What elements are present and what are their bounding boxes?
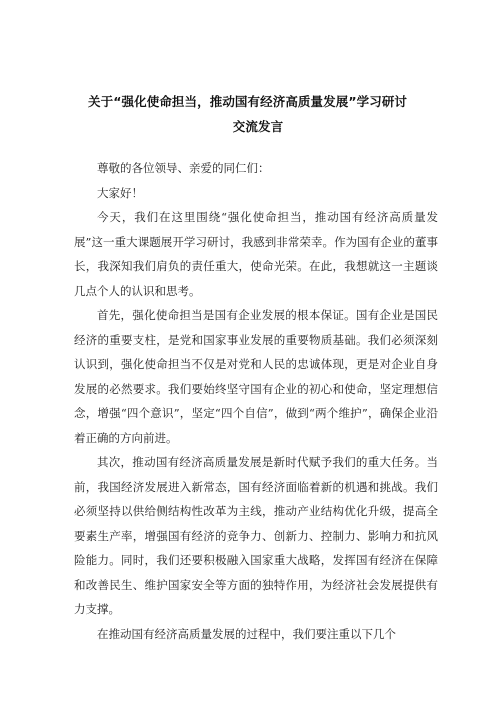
paragraph-intro: 今天，我们在这里围绕“强化使命担当，推动国有经济高质量发展”这一重大课题展开学习研讨，我感到非常荣幸。作为国有企业的董事长，我深知我们肩负的责任重大，使命光荣。在此，我想就这一主题谈几点个人的认识和思考。 bbox=[74, 210, 438, 298]
document-body bbox=[74, 156, 438, 646]
paragraph-first-point: 首先，强化使命担当是国有企业发展的根本保证。国有企业是国民经济的重要支柱，是党和国家事业发展的重要物质基础。我们必须深刻认识到，强化使命担当不仅是对党和人民的忠诚体现，更是对企业自身发展的必然要求。我们要始终坚守国有企业的初心和使命，坚定理想信念，增强“四个意识”，坚定“四个自信”，做到“两个维护”，确保企业沿着正确的方向前进。 bbox=[74, 308, 438, 445]
title-line-1: 关于“强化使命担当，推动国有经济高质量发展”学习研讨 bbox=[88, 94, 408, 109]
title-line-2: 交流发言 bbox=[232, 119, 284, 134]
paragraph-second-point: 其次，推动国有经济高质量发展是新时代赋予我们的重大任务。当前，我国经济发展进入新常态，国有经济面临着新的机遇和挑战。我们必须坚持以供给侧结构性改革为主线，推动产业结构优化升级，提高全要素生产率，增强国有经济的竞争力、创新力、控制力、影响力和抗风险能力。同时，我们还要积极融入国家重大战略，发挥国有经济在保障和改善民生、维护国家安全等方面的独特作用，为经济社会发展提供有力支撑。 bbox=[74, 455, 438, 616]
greeting: 大家好！ bbox=[97, 185, 143, 200]
document-title bbox=[88, 89, 428, 139]
paragraph-continuation: 在推动国有经济高质量发展的过程中，我们要注重以下几个 bbox=[97, 626, 396, 641]
salutation: 尊敬的各位领导、亲爱的同仁们： bbox=[97, 161, 270, 175]
